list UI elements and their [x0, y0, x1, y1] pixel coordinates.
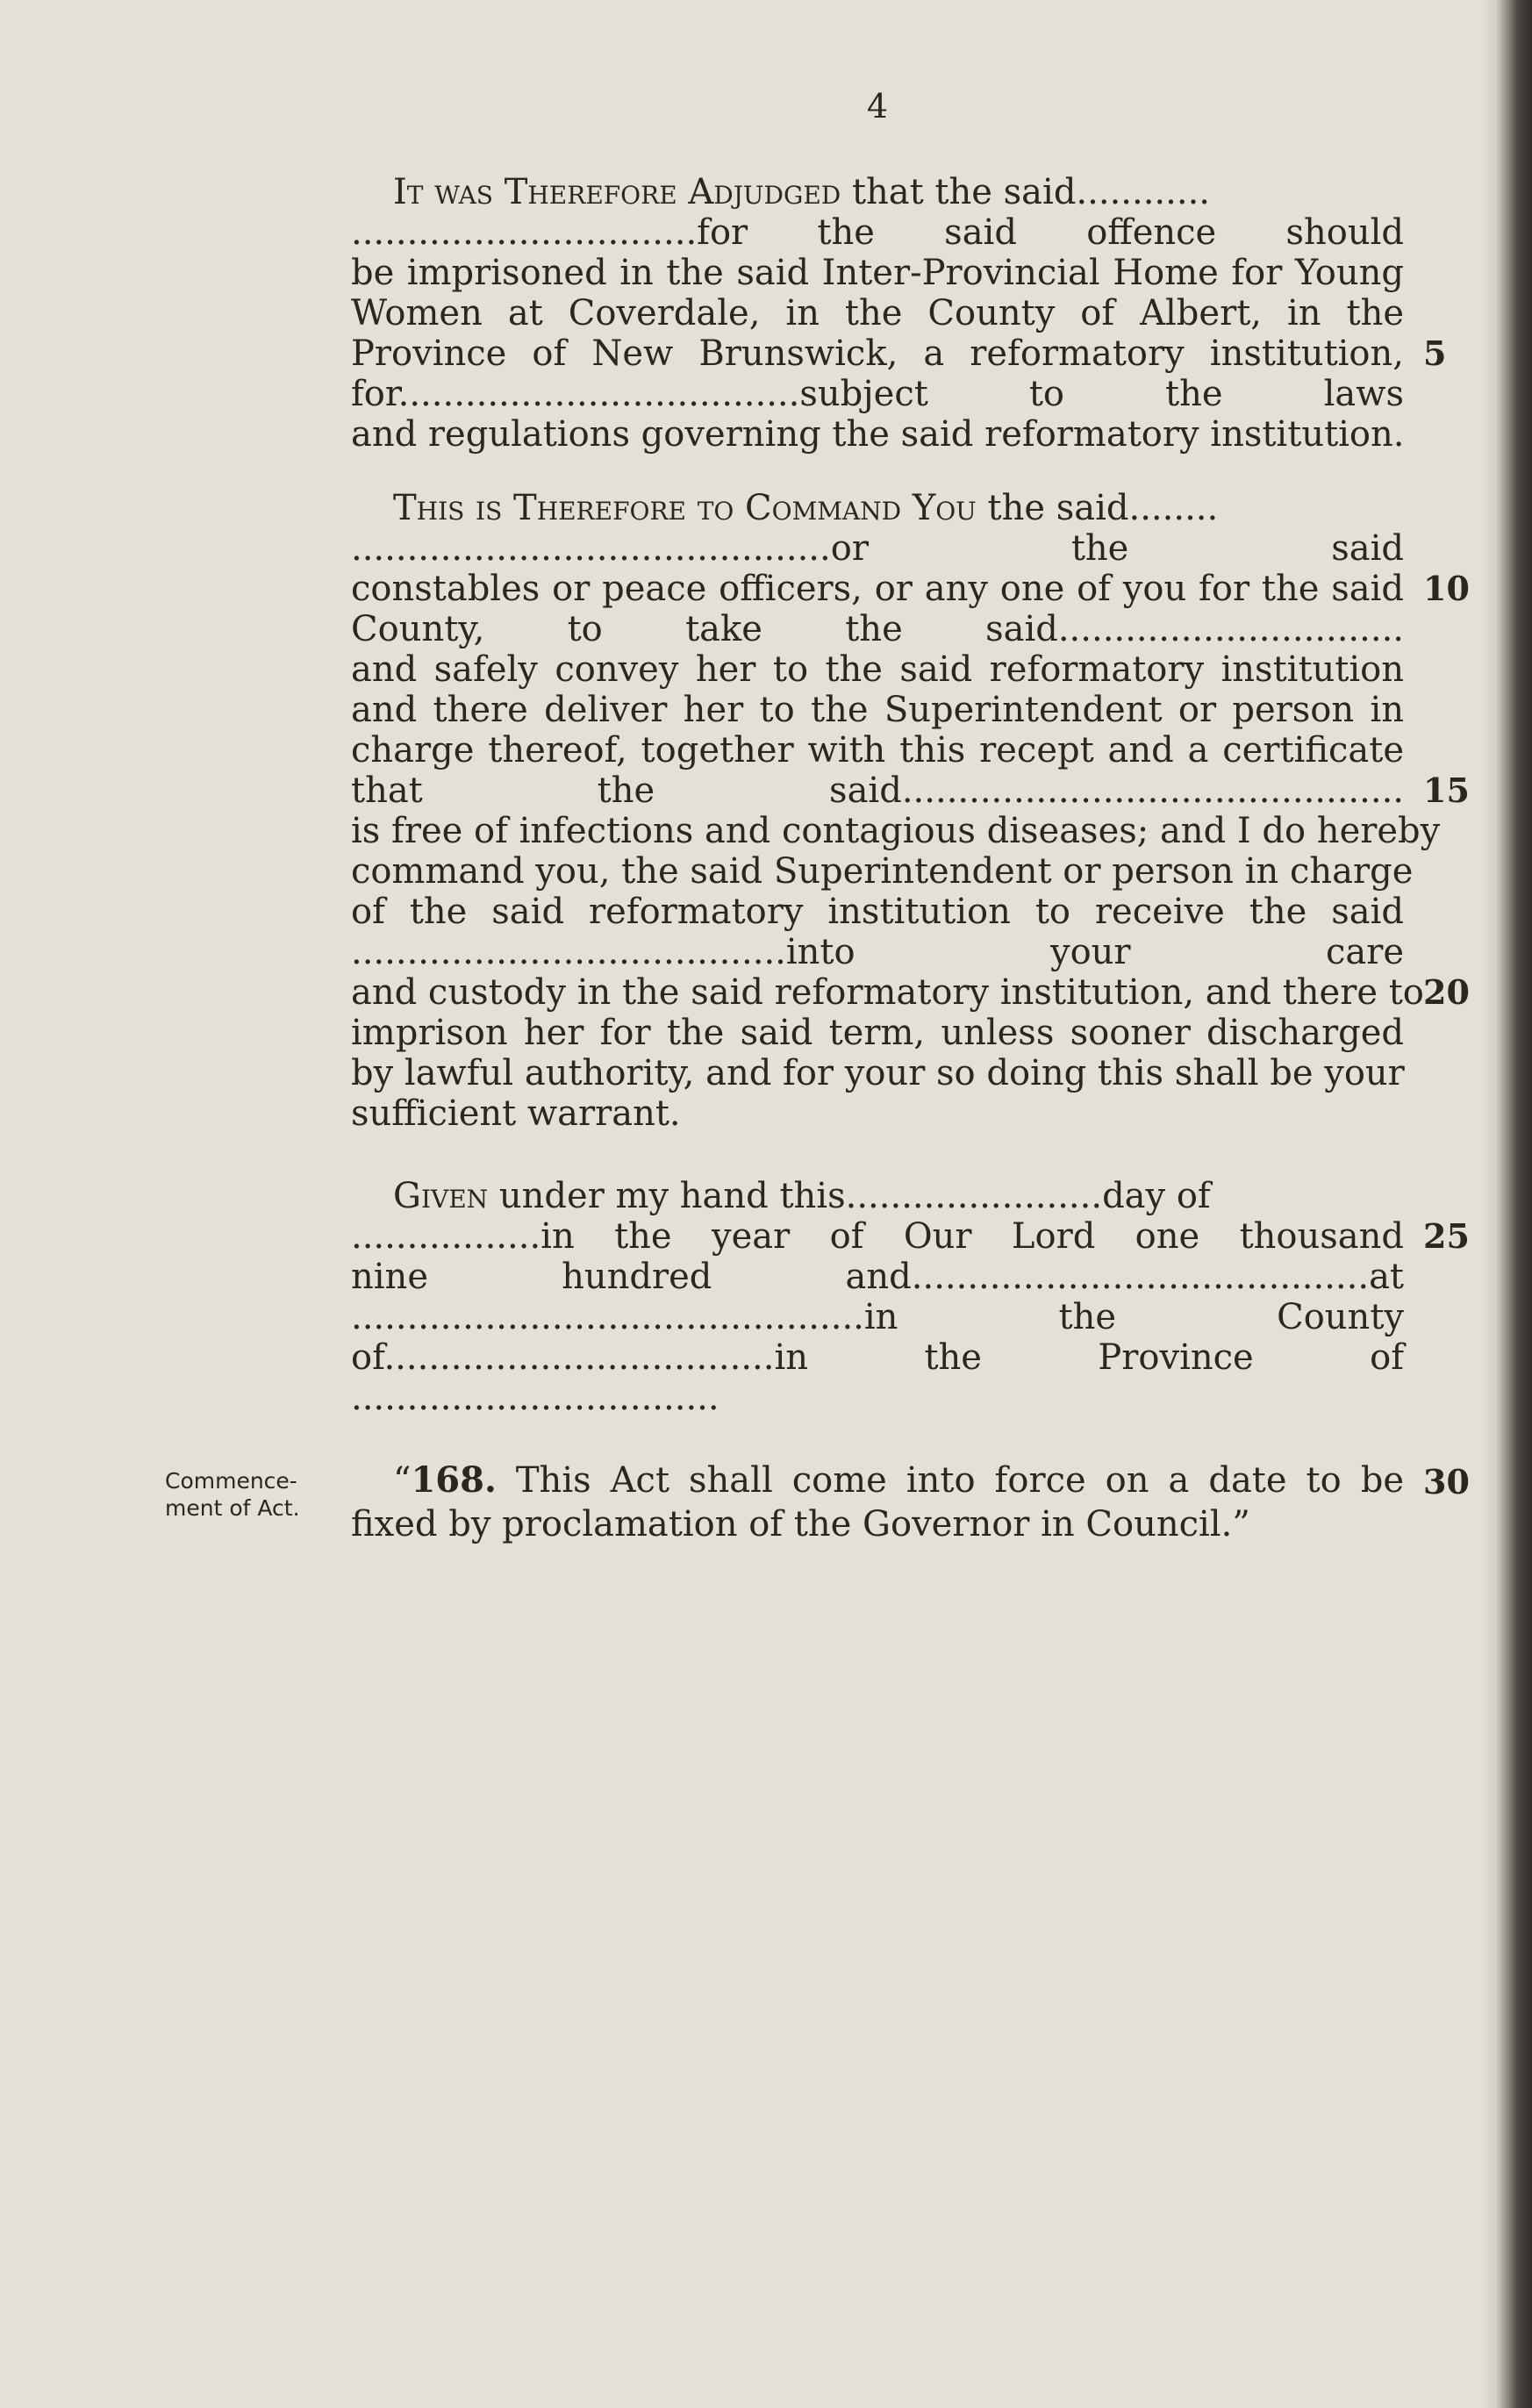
lead-small-caps: Given [393, 1176, 489, 1216]
text-line: be imprisoned in the said Inter-Provincial Home for Young [351, 253, 1404, 293]
text-line: County, to take the said............................... [351, 609, 1404, 649]
text-line: Women at Coverdale, in the County of Albert, in the [351, 293, 1404, 333]
text-line: sufficient warrant. [351, 1093, 681, 1134]
text-line: .......................................into your care [351, 932, 1404, 972]
text-line: It was Therefore Adjudged that the said............ [393, 172, 1210, 212]
text-line: Given under my hand this.......................day of [393, 1176, 1211, 1216]
margin-note-line: Commence- [165, 1468, 297, 1494]
text-line: and there deliver her to the Superintendent or person in [351, 690, 1404, 730]
page-number: 4 [866, 87, 889, 125]
lead-small-caps: It was Therefore Adjudged [393, 172, 841, 212]
text-line: fixed by proclamation of the Governor in Council.” [351, 1504, 1250, 1544]
text-line: that the said............................................. [351, 770, 1404, 811]
text-line: command you, the said Superintendent or person in charge [351, 851, 1414, 892]
text-line: is free of infections and contagious diseases; and I do hereby [351, 811, 1441, 851]
margin-note [165, 1467, 340, 1522]
lead-small-caps: This is Therefore to Command You [393, 488, 977, 528]
text-line: nine hundred and.........................................at [351, 1257, 1404, 1297]
text-line: Province of New Brunswick, a reformatory institution, [351, 333, 1404, 374]
text-line: This is Therefore to Command You the said........ [393, 488, 1219, 528]
line-number: 20 [1423, 972, 1470, 1012]
text-line: ...........................................or the said [351, 528, 1404, 569]
text-line: by lawful authority, and for your so doing this shall be your [351, 1053, 1405, 1093]
text-line: and regulations governing the said reformatory institution. [351, 414, 1405, 455]
section-number: 168. [411, 1459, 497, 1501]
text-line: ..............................................in the County [351, 1297, 1404, 1337]
text-line: charge thereof, together with this recept and a certificate [351, 730, 1404, 770]
text-line: and custody in the said reformatory institution, and there to [351, 972, 1424, 1013]
text-line: imprison her for the said term, unless sooner discharged [351, 1013, 1404, 1053]
line-number: 10 [1423, 569, 1470, 608]
line-number: 30 [1423, 1462, 1470, 1501]
text-line: ...............................for the said offence should [351, 212, 1404, 253]
text-line: constables or peace officers, or any one of you for the said [351, 569, 1404, 609]
text-line: of...................................in the Province of [351, 1337, 1404, 1378]
book-spine [1495, 0, 1532, 2408]
line-number: 25 [1423, 1216, 1470, 1256]
text-line: of the said reformatory institution to receive the said [351, 892, 1404, 932]
text-line: “168. This Act shall come into force on a date to be [393, 1459, 1404, 1501]
text-line: and safely convey her to the said reformatory institution [351, 649, 1404, 690]
line-number: 5 [1423, 333, 1447, 373]
text-line: ................................. [351, 1378, 719, 1418]
open-quote: “ [393, 1460, 412, 1501]
text-line: for....................................subject to the laws [351, 374, 1404, 414]
binding-shadow [1481, 0, 1495, 2408]
text-line: .................in the year of Our Lord one thousand [351, 1216, 1404, 1257]
margin-note-line: ment of Act. [165, 1495, 300, 1521]
line-number: 15 [1423, 770, 1470, 810]
